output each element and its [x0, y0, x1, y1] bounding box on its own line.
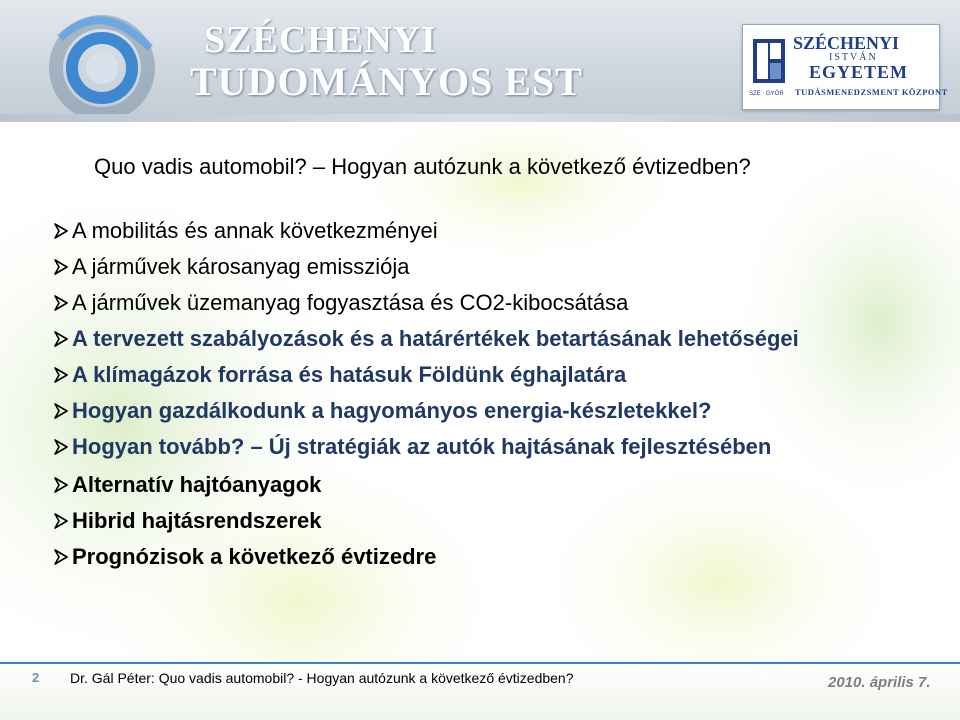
bullet-item	[52, 362, 626, 388]
university-name-line1: SZÉCHENYI	[793, 33, 900, 53]
bullet-item	[52, 218, 438, 244]
header-title-line2: TUDOMÁNYOS EST	[190, 59, 583, 104]
bullet-item	[52, 434, 771, 460]
bullet-item	[52, 290, 628, 316]
university-department: TUDÁSMENEDZSMENT KÖZPONT	[795, 87, 948, 97]
header-banner	[0, 0, 960, 122]
bullet-text: A járművek üzemanyag fogyasztása és CO2-kibocsátása	[72, 290, 629, 315]
bullet-text: A tervezett szabályozások és a határértékek betartásának lehetőségei	[72, 326, 799, 351]
header-title-line1: SZÉCHENYI	[204, 19, 437, 61]
university-name-line3: EGYETEM	[809, 62, 909, 82]
slide-title: Quo vadis automobil? – Hogyan autózunk a következő évtizedben?	[94, 154, 751, 179]
bullet-item	[52, 254, 409, 280]
footer-date: 2010. április 7.	[828, 674, 931, 691]
arrow-bullet-icon	[52, 330, 70, 348]
arrow-bullet-icon	[52, 366, 70, 384]
bullet-text: Hogyan tovább? – Új stratégiák az autók hajtásának fejlesztésében	[72, 434, 772, 459]
arrow-bullet-icon	[52, 258, 70, 276]
bullet-item	[52, 326, 799, 352]
bullet-item	[52, 544, 436, 570]
university-small-text: SZE · GYŐR	[749, 91, 784, 97]
bullet-text: Prognózisok a következő évtizedre	[72, 544, 437, 569]
university-name-line2: ISTVÁN	[829, 52, 878, 63]
university-logo	[742, 24, 948, 110]
header-streak	[0, 114, 960, 122]
arrow-bullet-icon	[52, 438, 70, 456]
bullet-item	[52, 472, 321, 498]
bullet-text: A járművek károsanyag emissziója	[72, 254, 410, 279]
background-decoration	[0, 122, 960, 660]
university-emblem-icon	[751, 37, 787, 87]
arrow-bullet-icon	[52, 294, 70, 312]
arrow-bullet-icon	[52, 222, 70, 240]
page-number: 2	[32, 670, 40, 685]
bullet-text: A klímagázok forrása és hatásuk Földünk éghajlatára	[72, 362, 627, 387]
bullet-item	[52, 508, 321, 534]
bullet-item	[52, 398, 711, 424]
arrow-bullet-icon	[52, 512, 70, 530]
arrow-bullet-icon	[52, 548, 70, 566]
bullet-text: Hogyan gazdálkodunk a hagyományos energia-készletekkel?	[72, 398, 712, 423]
arrow-bullet-icon	[52, 476, 70, 494]
bullet-text: Hibrid hajtásrendszerek	[72, 508, 322, 533]
bullet-text: A mobilitás és annak következményei	[72, 218, 438, 243]
arrow-bullet-icon	[52, 402, 70, 420]
bullet-text: Alternatív hajtóanyagok	[72, 472, 322, 497]
footer-text: Dr. Gál Péter: Quo vadis automobil? - Hogyan autózunk a következő évtizedben?	[70, 670, 574, 686]
swirl-logo-icon	[40, 8, 190, 122]
